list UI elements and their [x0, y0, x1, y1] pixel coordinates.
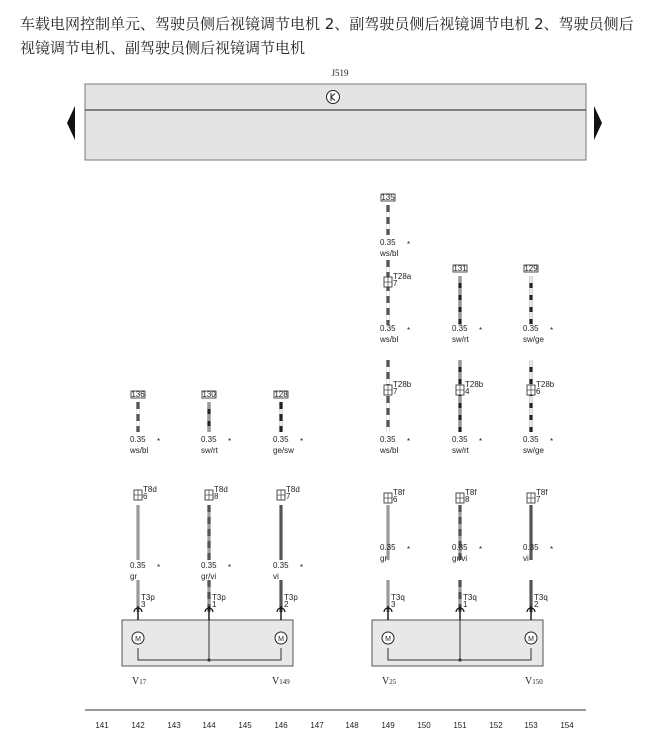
labels-layer: [129, 193, 555, 620]
wire-color-label: sw/ge: [523, 446, 544, 455]
grid-ruler-number: 152: [489, 721, 503, 730]
component-label-v150: V150: [525, 676, 543, 687]
wire-size-label: 0.35: [130, 435, 146, 444]
wire-color-label: sw/rt: [452, 335, 469, 344]
wire-asterisk: *: [550, 545, 554, 554]
ground-symbol-icon: [327, 91, 340, 104]
wire-reference-number: 136: [131, 390, 145, 399]
wire-asterisk: *: [479, 437, 483, 446]
connector-name: T28a: [393, 272, 412, 281]
wire-color-label: sw/rt: [452, 446, 469, 455]
wire-asterisk: *: [300, 437, 304, 446]
wire-size-label: 0.35: [273, 561, 289, 570]
motor-housing-driver: [122, 620, 293, 666]
connector-pin: 7: [393, 279, 398, 288]
wire-asterisk: *: [157, 563, 161, 572]
grid-ruler-number: 153: [524, 721, 538, 730]
wire-asterisk: *: [550, 437, 554, 446]
wire-color-label: gr: [130, 572, 138, 581]
wire-reference-number: 131: [453, 264, 467, 273]
wire-color-label: vi: [273, 572, 279, 581]
wire-reference-number: 129: [524, 264, 538, 273]
connector-pin: 4: [465, 387, 470, 396]
grid-ruler-number: 150: [417, 721, 431, 730]
connector-pin: 6: [143, 492, 148, 501]
grid-ruler-number: 141: [95, 721, 109, 730]
wire-color-label: sw/rt: [201, 446, 218, 455]
motor-label: M: [528, 636, 534, 643]
junction-dot: [207, 658, 210, 661]
connector-name: T28b: [465, 380, 484, 389]
wire-color-label: sw/ge: [523, 335, 544, 344]
wire-color-label: ws/bl: [380, 335, 399, 344]
wire-size-label: 0.35: [452, 324, 468, 333]
wire-size-label: 0.35: [130, 561, 146, 570]
plug-pin-number: 3: [391, 600, 396, 609]
wire-size-label: 0.35: [380, 238, 396, 247]
connector-pin: 6: [393, 495, 398, 504]
wire-size-label: 0.35: [452, 435, 468, 444]
grid-ruler-number: 151: [453, 721, 467, 730]
plug-name: T3p: [141, 593, 155, 602]
wire-size-label: 0.35: [523, 435, 539, 444]
grid-ruler-number: 148: [345, 721, 359, 730]
grid-ruler-number: 146: [274, 721, 288, 730]
motor-label: M: [278, 636, 284, 643]
motor-label: M: [385, 636, 391, 643]
motor-label: M: [135, 636, 141, 643]
plug-name: T3q: [463, 593, 477, 602]
wire-color-label: vi: [523, 554, 529, 563]
grid-ruler-number: 143: [167, 721, 181, 730]
plug-name: T3p: [284, 593, 298, 602]
connector-name: T8f: [393, 488, 405, 497]
connector-pin: 6: [536, 387, 541, 396]
plug-name: T3q: [534, 593, 548, 602]
wire-color-label: ws/bl: [130, 446, 149, 455]
motor-icon: [132, 632, 144, 644]
page-next-arrow-icon[interactable]: [594, 106, 602, 140]
junction-dot: [458, 658, 461, 661]
connector-name: T28b: [393, 380, 412, 389]
wire-asterisk: *: [407, 326, 411, 335]
plug-pin-number: 2: [534, 600, 539, 609]
grid-ruler-number: 149: [381, 721, 395, 730]
plug-pin-number: 3: [141, 600, 146, 609]
connector-pin: 7: [393, 387, 398, 396]
wire-size-label: 0.35: [452, 543, 468, 552]
wire-size-label: 0.35: [273, 435, 289, 444]
wire-asterisk: *: [407, 240, 411, 249]
control-unit-label: J519: [331, 68, 349, 78]
wire-asterisk: *: [228, 437, 232, 446]
wire-reference-number: 135: [381, 193, 395, 202]
plug-name: T3q: [391, 593, 405, 602]
wire-asterisk: *: [407, 545, 411, 554]
wire-color-label: gr/vi: [201, 572, 217, 581]
page-prev-arrow-icon[interactable]: [67, 106, 75, 140]
connector-name: T28b: [536, 380, 555, 389]
component-label-v17: V17: [132, 676, 147, 687]
wire-size-label: 0.35: [523, 324, 539, 333]
wire-asterisk: *: [479, 545, 483, 554]
motor-icon: [382, 632, 394, 644]
wire-asterisk: *: [479, 326, 483, 335]
wire-asterisk: *: [407, 437, 411, 446]
plug-pin-number: 1: [212, 600, 217, 609]
grid-ruler-number: 154: [560, 721, 574, 730]
wire-asterisk: *: [228, 563, 232, 572]
component-label-v25: V25: [382, 676, 397, 687]
wire-size-label: 0.35: [380, 435, 396, 444]
wires-layer: [136, 205, 533, 612]
grid-ruler-number: 142: [131, 721, 145, 730]
wire-color-label: gr: [380, 554, 388, 563]
plug-pin-number: 1: [463, 600, 468, 609]
wire-size-label: 0.35: [380, 543, 396, 552]
connector-name: T8f: [536, 488, 548, 497]
connector-pin: 7: [286, 492, 291, 501]
wire-color-label: gr/vi: [452, 554, 468, 563]
wire-reference-number: 128: [274, 390, 288, 399]
plug-name: T3p: [212, 593, 226, 602]
connector-pin: 7: [536, 495, 541, 504]
grid-ruler: [95, 721, 574, 730]
wire-asterisk: *: [157, 437, 161, 446]
motor-housing-passenger: [372, 620, 543, 666]
connector-pin: 8: [214, 492, 219, 501]
wire-color-label: ge/sw: [273, 446, 294, 455]
wire-color-label: ws/bl: [380, 446, 399, 455]
wire-size-label: 0.35: [201, 561, 217, 570]
wire-size-label: 0.35: [523, 543, 539, 552]
connector-pin: 8: [465, 495, 470, 504]
plug-pin-number: 2: [284, 600, 289, 609]
connector-name: T8d: [143, 485, 157, 494]
wire-asterisk: *: [550, 326, 554, 335]
motor-icon: [525, 632, 537, 644]
wire-color-label: ws/bl: [380, 249, 399, 258]
wire-reference-number: 130: [202, 390, 216, 399]
motor-icon: [275, 632, 287, 644]
wire-size-label: 0.35: [380, 324, 396, 333]
connector-name: T8d: [214, 485, 228, 494]
page-title: 车载电网控制单元、驾驶员侧后视镜调节电机 2、副驾驶员侧后视镜调节电机 2、驾驶员侧后视镜调节电机、副驾驶员侧后视镜调节电机: [20, 15, 634, 57]
grid-ruler-number: 145: [238, 721, 252, 730]
grid-ruler-number: 147: [310, 721, 324, 730]
grid-ruler-number: 144: [202, 721, 216, 730]
wire-size-label: 0.35: [201, 435, 217, 444]
wire-asterisk: *: [300, 563, 304, 572]
connector-name: T8f: [465, 488, 477, 497]
connector-name: T8d: [286, 485, 300, 494]
component-label-v149: V149: [272, 676, 290, 687]
